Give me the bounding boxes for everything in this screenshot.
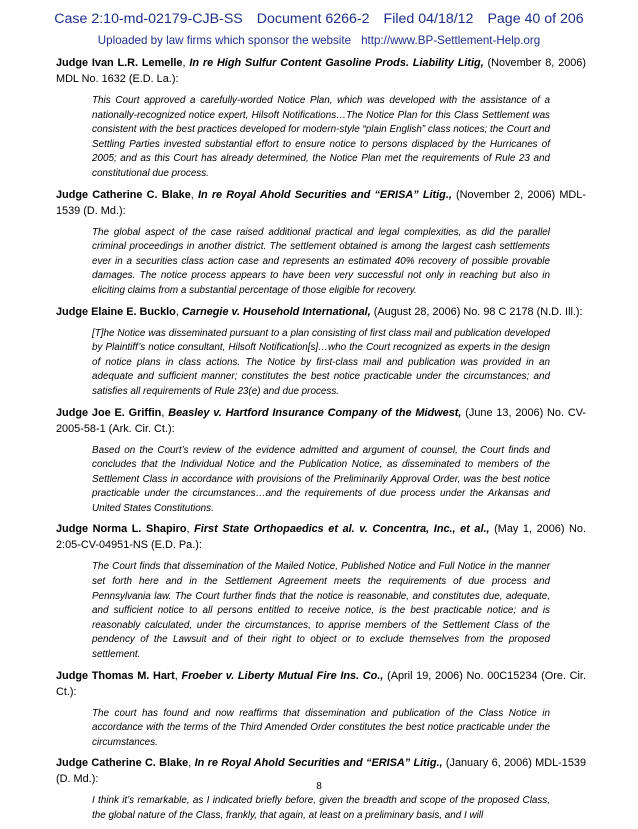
case-name: First State Orthopaedics et al. v. Concentra, Inc., et al.,: [194, 523, 490, 536]
sponsor-url[interactable]: http://www.BP-Settlement-Help.org: [361, 34, 541, 47]
entry-heading: Judge Catherine C. Blake, In re Royal Ahold Securities and “ERISA” Litig., (January 6, 2006) MDL-1539 (D. Md.):: [56, 757, 586, 786]
case-number: Case 2:10-md-02179-CJB-SS: [54, 11, 243, 27]
court-quote: The court has found and now reaffirms that dissemination and publication of the Class Notice in accordance with the terms of the Third Amended Order constitutes the best notice practicable under the circumstances.: [92, 707, 550, 748]
entry: [56, 668, 586, 751]
document-number: Document 6266-2: [256, 11, 370, 27]
court-quote: This Court approved a carefully-worded Notice Plan, which was developed with the assistance of a nationally-recognized notice expert, Hilsoft Notifications…The Notice Plan for this Class Settlement was consistent with the best practices developed for modern-style “plain English” class notices; the Court and Settling Parties invested substantial effort to ensure notice to persons displaced by the Hurricanes of 2005; and as this Court has already determined, the Notice Plan met the requirements of Rule 23 and constitutional due process.: [92, 95, 550, 179]
document-body: [56, 55, 586, 829]
page-number: 8: [316, 781, 322, 792]
case-citation: (November 2, 2006) MDL-1539 (D. Md.):: [56, 188, 586, 217]
case-citation: (April 19, 2006) No. 00C15234 (Ore. Cir. Ct.):: [56, 669, 586, 698]
upload-notice: [0, 34, 638, 47]
judge-name: Judge Catherine C. Blake: [56, 757, 189, 770]
case-name: Froeber v. Liberty Mutual Fire Ins. Co.,: [181, 669, 384, 682]
entry-heading: Judge Elaine E. Bucklo, Carnegie v. Household International, (August 28, 2006) No. 98 C 2178 (N.D. Ill.):: [56, 305, 583, 318]
judge-name: Judge Elaine E. Bucklo: [56, 305, 176, 318]
case-name: In re High Sulfur Content Gasoline Prods. Liability Litig,: [189, 57, 484, 69]
entry-heading: Judge Ivan L.R. Lemelle, In re High Sulfur Content Gasoline Prods. Liability Litig, (November 8, 2006) MDL No. 1632 (E.D. La.):: [56, 57, 586, 85]
upload-text: Uploaded by law firms which sponsor the website: [97, 34, 352, 47]
entry-heading: Judge Norma L. Shapiro, First State Orthopaedics et al. v. Concentra, Inc., et al., (May 1, 2006) No. 2:05-CV-04951-NS (E.D. Pa.):: [56, 523, 586, 552]
case-citation: (May 1, 2006) No. 2:05-CV-04951-NS (E.D. Pa.):: [56, 523, 586, 552]
case-citation: (June 13, 2006) No. CV-2005-58-1 (Ark. Cir. Ct.):: [56, 406, 586, 435]
case-name: In re Royal Ahold Securities and “ERISA” Litig.,: [194, 757, 443, 770]
court-quote: The Court finds that dissemination of the Mailed Notice, Published Notice and Full Notice in the manner set forth here and in the Settlement Agreement meets the requirements of due process and Pennsylvania law. The Court further finds that the notice is reasonable, and constitutes due, adequate, and sufficient notice to all persons entitled to receive notice, is the best practicable notice; and is reasonably calculated, under the circumstances, to apprise members of the Settlement Class of the pendency of the Lawsuit and of their right to object or to exclude themselves from the proposed settlement.: [92, 561, 550, 661]
entry: [56, 521, 586, 662]
judge-name: Judge Thomas M. Hart: [56, 669, 175, 682]
court-quote: The global aspect of the case raised additional practical and legal complexities, as did the parallel criminal proceedings in another district. The settlement obtained is among the largest cash settlements ever in a securities class action case and represents an estimated 40% recovery of possible provable damages. The notice process appears to have been very successful not only in reaching but also in eliciting claims from a substantial percentage of those eligible for recovery.: [92, 226, 550, 296]
page-of: Page 40 of 206: [487, 11, 584, 27]
entry: [56, 304, 586, 400]
filed-date: Filed 04/18/12: [383, 11, 474, 27]
case-name: Beasley v. Hartford Insurance Company of the Midwest,: [168, 406, 462, 419]
case-name: In re Royal Ahold Securities and “ERISA” Litig.,: [197, 188, 452, 201]
entry: [56, 55, 586, 182]
case-citation: (November 8, 2006) MDL No. 1632 (E.D. La.):: [56, 57, 586, 85]
case-citation: (January 6, 2006) MDL-1539 (D. Md.):: [56, 757, 586, 786]
entry-heading: Judge Joe E. Griffin, Beasley v. Hartford Insurance Company of the Midwest, (June 13, 2006) No. CV-2005-58-1 (Ark. Cir. Ct.):: [56, 406, 586, 435]
judge-name: Judge Joe E. Griffin: [56, 406, 162, 419]
judge-name: Judge Norma L. Shapiro: [56, 523, 187, 536]
judge-name: Judge Catherine C. Blake: [56, 188, 191, 201]
entry: [56, 187, 586, 299]
court-quote: Based on the Court’s review of the evidence admitted and argument of counsel, the Court finds and concludes that the Individual Notice and the Publication Notice, as disseminated to members of the Settlement Class in accordance with provisions of the Preliminarily Approval Order, was the best notice practicable under the circumstances…and the requirements of due process under the Arkansas and United States Constitutions.: [92, 444, 550, 514]
judge-name: Judge Ivan L.R. Lemelle: [56, 57, 183, 69]
court-quote: I think it’s remarkable, as I indicated briefly before, given the breadth and scope of the proposed Class, the global nature of the Class, frankly, that again, at least on a preliminary basis, and I will: [92, 795, 550, 821]
entry-heading: Judge Thomas M. Hart, Froeber v. Liberty Mutual Fire Ins. Co., (April 19, 2006) No. 00C15234 (Ore. Cir. Ct.):: [56, 669, 586, 698]
case-name: Carnegie v. Household International,: [181, 305, 371, 318]
entry: [56, 405, 586, 517]
page-header: [0, 11, 638, 27]
entry-heading: Judge Catherine C. Blake, In re Royal Ahold Securities and “ERISA” Litig., (November 2, 2006) MDL-1539 (D. Md.):: [56, 188, 586, 217]
court-quote: [T]he Notice was disseminated pursuant to a plan consisting of first class mail and publication developed by Plaintiff’s notice consultant, Hilsoft Notification[s]…who the Court recognized as experts in the design of notice plans in class actions. The Notice by first-class mail and publication was provided in an adequate and sufficient manner; constitutes the best notice practicable under the circumstances; and satisfies all requirements of Rule 23(e) and due process.: [92, 327, 550, 397]
case-citation: (August 28, 2006) No. 98 C 2178 (N.D. Ill.):: [373, 305, 583, 318]
